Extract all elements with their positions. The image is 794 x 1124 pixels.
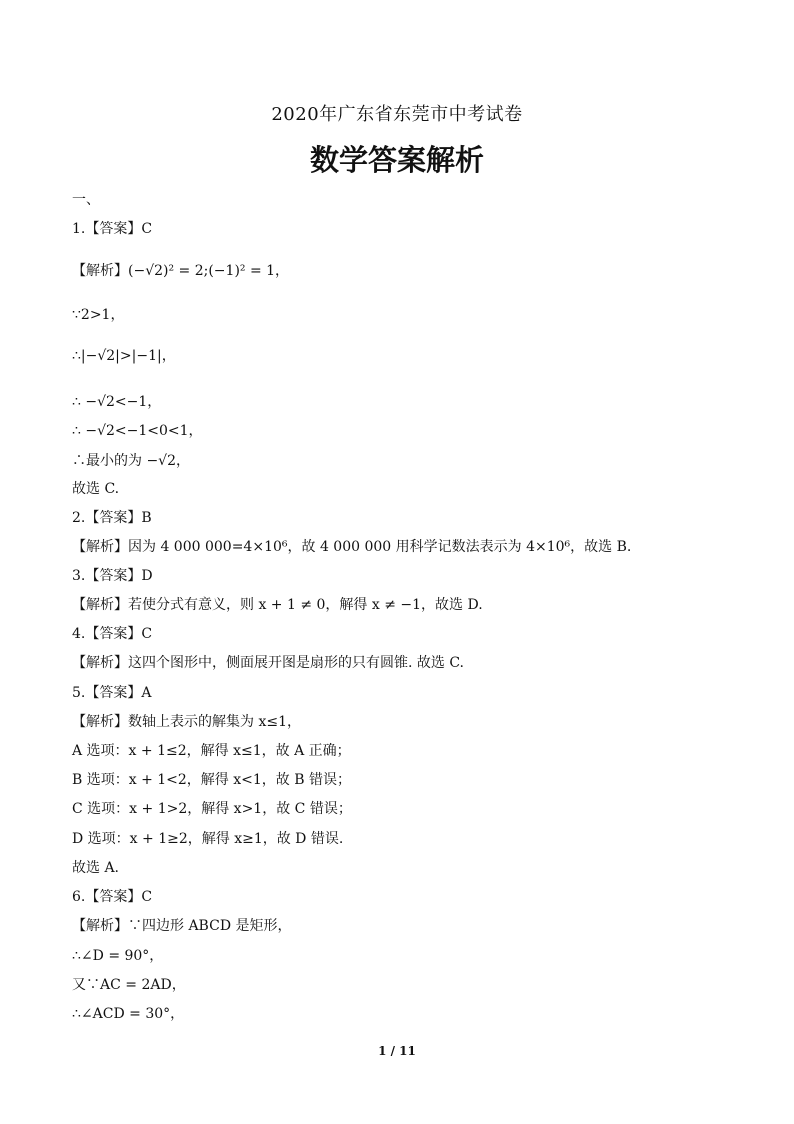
document-subtitle: 数学答案解析 (309, 143, 484, 177)
analysis-line: 【解析】因为 4 000 000=4×10⁶，故 4 000 000 用科学记数法表示为 4×10⁶，故选 B. (72, 539, 632, 555)
document-title: 2020年广东省东莞市中考试卷 (271, 104, 523, 125)
analysis-line: 【解析】数轴上表示的解集为 x≤1， (72, 714, 301, 730)
conclusion-line: 故选 C. (72, 481, 120, 497)
answer-line: 2.【答案】B (72, 510, 152, 526)
answer-line: 1.【答案】C (72, 221, 153, 237)
analysis-line: ∴ −√2<−1， (72, 394, 162, 410)
analysis-line: ∵2>1， (72, 307, 125, 323)
option-line: B 选项：x + 1<2，解得 x<1，故 B 错误； (72, 772, 351, 788)
answer-line: 4.【答案】C (72, 626, 153, 642)
analysis-line: ∴ −√2<−1<0<1， (72, 423, 203, 439)
analysis-line: 【解析】若使分式有意义，则 x + 1 ≠ 0，解得 x ≠ −1，故选 D. (72, 597, 483, 613)
analysis-line: 【解析】这四个图形中，侧面展开图是扇形的只有圆锥. 故选 C. (72, 655, 465, 671)
answer-line: 5.【答案】A (72, 685, 152, 701)
answer-line: 6.【答案】C (72, 889, 153, 905)
analysis-line: ∴最小的为 −√2， (72, 453, 191, 469)
option-line: D 选项：x + 1≥2，解得 x≥1，故 D 错误. (72, 831, 344, 847)
analysis-line: 又∵AC = 2AD， (72, 977, 186, 993)
answer-line: 3.【答案】D (72, 568, 153, 584)
conclusion-line: 故选 A. (72, 860, 120, 876)
option-line: A 选项：x + 1≤2，解得 x≤1，故 A 正确； (72, 743, 351, 759)
option-line: C 选项：x + 1>2，解得 x>1，故 C 错误； (72, 801, 352, 817)
analysis-line: 【解析】∵四边形 ABCD 是矩形， (72, 918, 292, 934)
analysis-line: ∴|−√2|>|−1|， (72, 348, 176, 364)
page-number: 1 / 11 (378, 1044, 416, 1058)
analysis-line: ∴∠ACD = 30°， (72, 1006, 185, 1022)
analysis-line: 【解析】(−√2)² = 2;(−1)² = 1， (72, 263, 290, 279)
analysis-line: ∴∠D = 90°， (72, 948, 164, 964)
section-heading: 一、 (72, 192, 100, 208)
